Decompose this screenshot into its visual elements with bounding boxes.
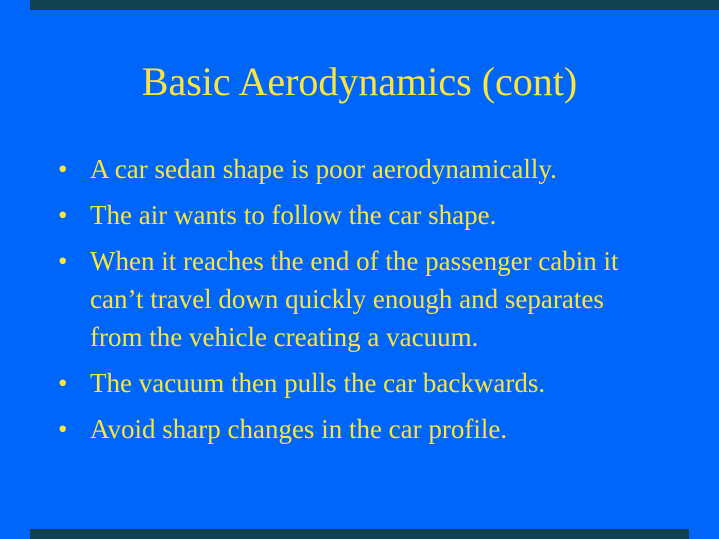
bullet-item (58, 196, 634, 234)
bullet-item (58, 410, 634, 448)
slide-title: Basic Aerodynamics (cont) (141, 59, 578, 104)
bullet-text: Avoid sharp changes in the car profile. (90, 414, 508, 444)
bullet-dot-icon: • (58, 414, 68, 444)
bottom-edge-bar (30, 529, 689, 539)
bullet-dot-icon: • (58, 154, 68, 184)
bullet-item (58, 242, 634, 356)
top-edge-bar (30, 0, 719, 10)
bullet-text: When it reaches the end of the passenger cabin it can’t travel down quickly enough and separates from the vehicle creating a vacuum. (90, 246, 619, 352)
bullet-dot-icon: • (58, 368, 68, 398)
bullet-item (58, 150, 634, 188)
bullet-text: The vacuum then pulls the car backwards. (90, 368, 546, 398)
bullet-item (58, 364, 634, 402)
bullet-text: The air wants to follow the car shape. (90, 200, 497, 230)
bullet-list (0, 150, 719, 448)
bullet-dot-icon: • (58, 200, 68, 230)
bullet-dot-icon: • (58, 246, 68, 276)
bullet-text: A car sedan shape is poor aerodynamically. (90, 154, 557, 184)
